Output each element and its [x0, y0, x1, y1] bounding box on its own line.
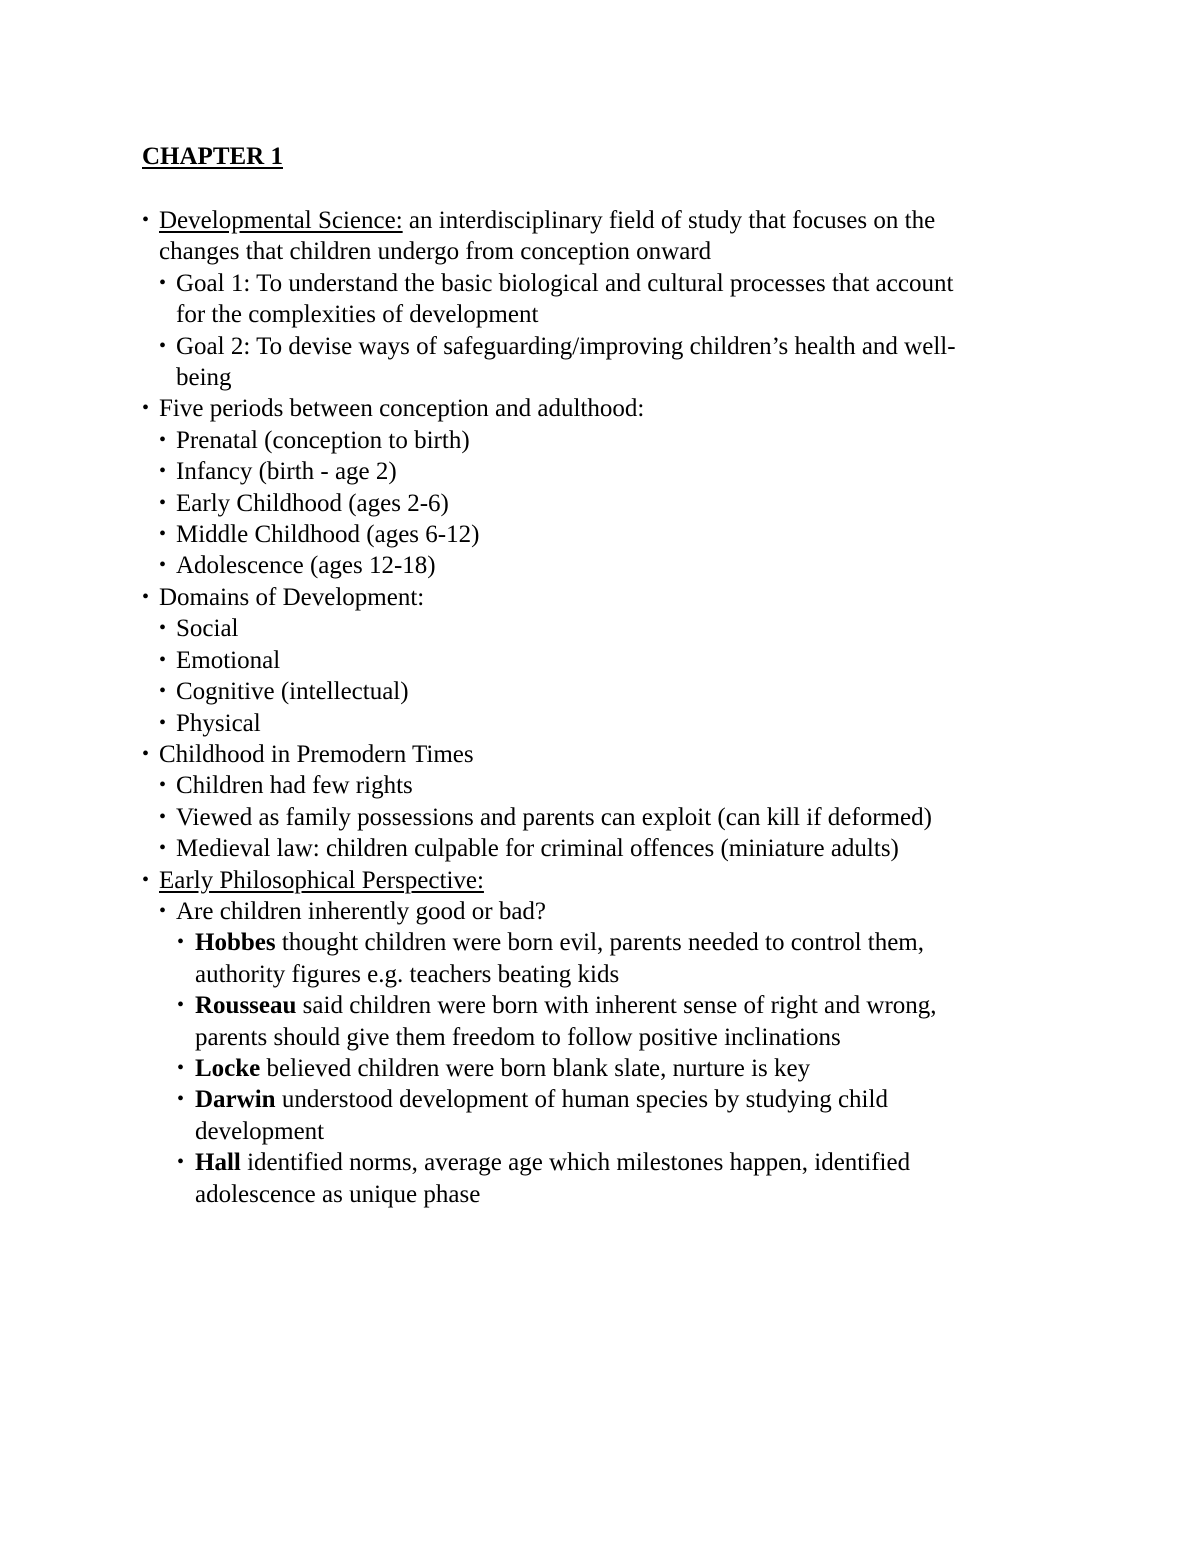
bullet-icon: • [159, 648, 167, 671]
list-item-text: Middle Childhood (ages 6-12) [176, 521, 480, 549]
chapter-title: CHAPTER 1 [142, 143, 283, 170]
bullet-icon: • [142, 209, 150, 231]
list-item-darwin [142, 1084, 1062, 1115]
philosopher-name: Hall [195, 1149, 241, 1177]
list-item-text: understood development of human species by studying child [275, 1086, 888, 1114]
bullet-icon: • [177, 1088, 185, 1111]
list-item-hall [142, 1147, 1062, 1178]
bullet-icon: • [159, 523, 167, 546]
list-item-text: Medieval law: children culpable for criminal offences (miniature adults) [176, 835, 899, 863]
bullet-icon: • [159, 491, 167, 514]
list-item-text: said children were born with inherent sense of right and wrong, [296, 992, 937, 1020]
list-item-text: Emotional [176, 646, 281, 674]
list-item-social [142, 613, 1062, 644]
list-item-locke [142, 1053, 1062, 1084]
philosopher-name: Hobbes [195, 929, 276, 957]
bullet-icon: • [159, 774, 167, 797]
list-item-good-or-bad [142, 896, 1062, 927]
notes-list [142, 205, 1062, 1210]
list-item-text: Goal 1: To understand the basic biological and cultural processes that account [176, 269, 954, 297]
term-definition: an interdisciplinary field of study that focuses on the [402, 207, 936, 234]
list-item-text: Early Childhood (ages 2-6) [176, 489, 449, 517]
list-item-developmental-science [142, 205, 1062, 236]
list-item-text: Prenatal (conception to birth) [176, 426, 470, 454]
list-item-rousseau [142, 990, 1062, 1021]
list-item-middle-childhood [142, 519, 1062, 550]
bullet-icon: • [159, 617, 167, 640]
bullet-icon: • [159, 899, 167, 922]
bullet-icon: • [159, 460, 167, 483]
list-item-premodern [142, 739, 1062, 770]
bullet-icon: • [177, 994, 185, 1017]
bullet-icon: • [177, 1151, 185, 1174]
list-item-text-continued: for the complexities of development [176, 301, 539, 329]
list-item-text: Five periods between conception and adulthood: [159, 395, 645, 423]
list-item-text: Viewed as family possessions and parents can exploit (can kill if deformed) [176, 803, 932, 831]
bullet-icon: • [177, 1056, 185, 1079]
list-item-text: Domains of Development: [159, 583, 425, 611]
bullet-icon: • [159, 271, 167, 294]
list-item-text: Adolescence (ages 12-18) [176, 552, 436, 580]
list-item-prenatal [142, 425, 1062, 456]
list-item-text: Goal 2: To devise ways of safeguarding/improving children’s health and well- [176, 332, 956, 360]
list-item-continuation [142, 236, 1062, 267]
philosopher-name: Locke [195, 1054, 261, 1082]
list-item-text: Cognitive (intellectual) [176, 678, 409, 706]
list-item-domains [142, 582, 1062, 613]
bullet-icon: • [159, 711, 167, 734]
list-item-infancy [142, 456, 1062, 487]
bullet-icon: • [142, 868, 150, 891]
list-item-text: Social [176, 615, 239, 643]
bullet-icon: • [142, 742, 150, 765]
philosopher-name: Rousseau [195, 992, 297, 1020]
term-definition-continued: changes that children undergo from conception onward [159, 238, 712, 266]
list-item-text: Children had few rights [176, 772, 413, 800]
list-item-early-childhood [142, 488, 1062, 519]
list-item-goal-1 [142, 268, 1062, 299]
list-item-text: thought children were born evil, parents needed to control them, [275, 929, 925, 957]
list-item-text: Infancy (birth - age 2) [176, 458, 397, 486]
list-item-adolescence [142, 550, 1062, 581]
bullet-icon: • [159, 554, 167, 577]
bullet-icon: • [159, 805, 167, 828]
list-item-goal-2 [142, 331, 1062, 362]
term-label: Developmental Science: [159, 207, 403, 234]
list-item-cognitive [142, 676, 1062, 707]
list-item-text-continued: development [195, 1117, 325, 1145]
list-item-five-periods [142, 393, 1062, 424]
list-item-text: Childhood in Premodern Times [159, 740, 474, 768]
list-item-text-continued: parents should give them freedom to follow positive inclinations [195, 1023, 841, 1051]
list-item-medieval-law [142, 833, 1062, 864]
list-item-text-continued: being [176, 364, 232, 392]
list-item-continuation [142, 299, 1062, 330]
list-item-text-continued: authority figures e.g. teachers beating kids [195, 960, 620, 988]
list-item-text: believed children were born blank slate, nurture is key [260, 1054, 811, 1082]
bullet-icon: • [159, 680, 167, 703]
list-item-text: Physical [176, 709, 261, 737]
bullet-icon: • [142, 397, 150, 420]
list-item-text-continued: adolescence as unique phase [195, 1180, 481, 1208]
list-item-continuation [142, 362, 1062, 393]
bullet-icon: • [159, 334, 167, 357]
bullet-icon: • [142, 585, 150, 608]
list-item-philosophical [142, 865, 1062, 896]
bullet-icon: • [159, 837, 167, 860]
list-item-continuation [142, 959, 1062, 990]
list-item-emotional [142, 645, 1062, 676]
list-item-text: identified norms, average age which milestones happen, identified [240, 1149, 911, 1177]
list-item-physical [142, 708, 1062, 739]
bullet-icon: • [177, 931, 185, 954]
list-item-text: Are children inherently good or bad? [176, 897, 547, 925]
list-item-possessions [142, 802, 1062, 833]
list-item-text: Early Philosophical Perspective: [159, 866, 484, 894]
bullet-icon: • [159, 428, 167, 451]
philosopher-name: Darwin [195, 1086, 276, 1114]
list-item-continuation [142, 1179, 1062, 1210]
list-item-hobbes [142, 927, 1062, 958]
list-item-few-rights [142, 770, 1062, 801]
list-item-continuation [142, 1022, 1062, 1053]
list-item-continuation [142, 1116, 1062, 1147]
